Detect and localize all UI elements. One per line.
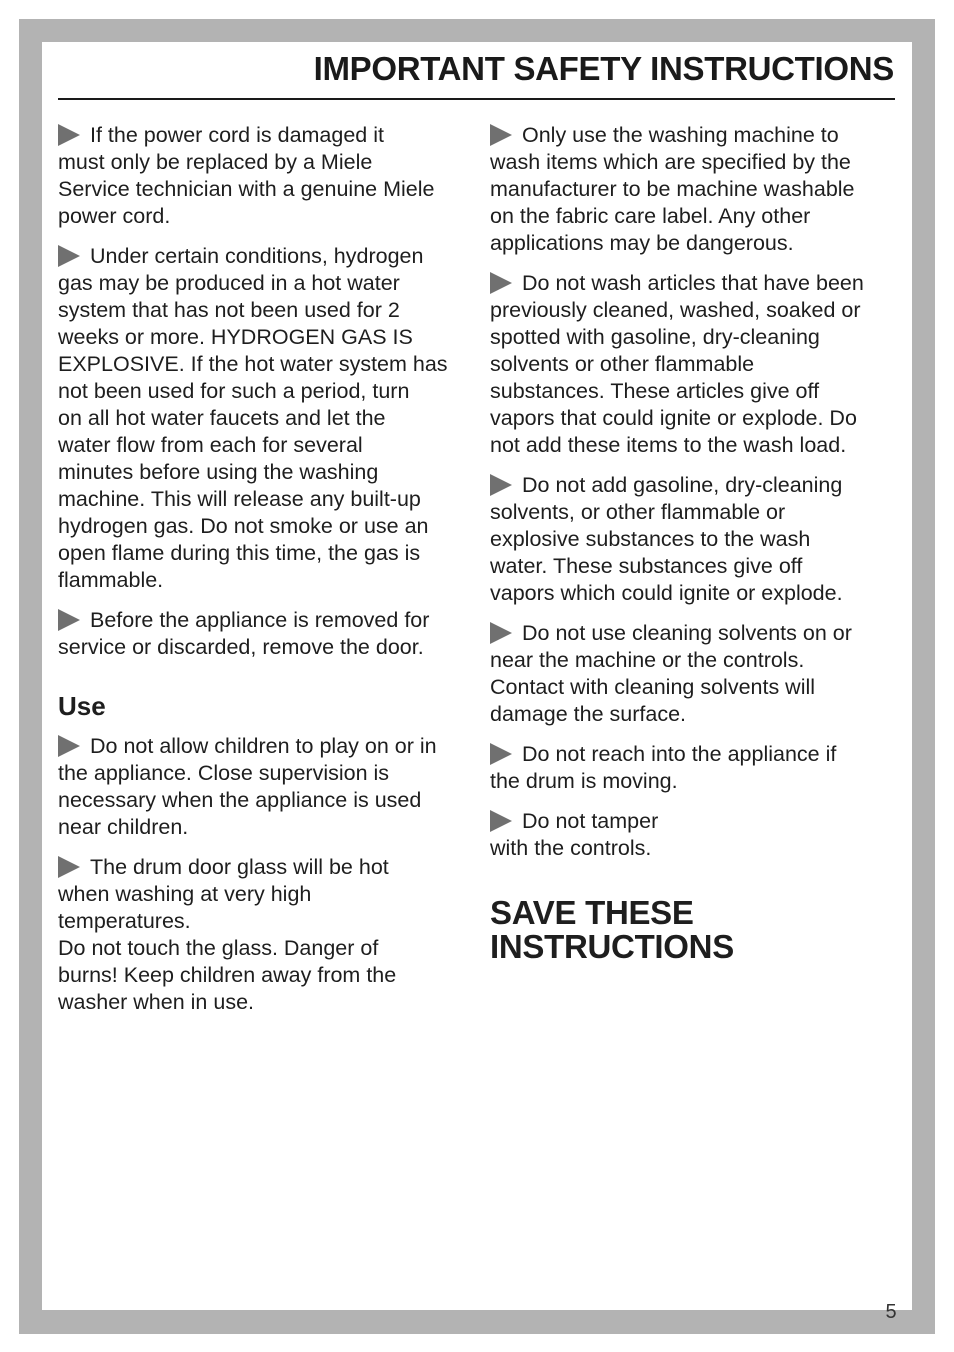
safety-item: Do not allow children to play on or in the appliance. Close supervision is necessary when the appliance is used near children.	[58, 734, 437, 839]
left-column	[58, 122, 468, 1029]
safety-item: Under certain conditions, hydrogen gas may be produced in a hot water system that has not been used for 2 weeks or more. HYDROGEN GAS IS EXPLOSIVE. If the hot water system has not been used for such a period, turn on all hot water faucets and let the water flow from each for several minutes before using the washing machine. This will release any built-up hydrogen gas. Do not smoke or use an open flame during this time, the gas is flammable.	[58, 244, 448, 592]
triangle-arrow-icon	[490, 743, 512, 765]
safety-item: Do not tamper with the controls.	[490, 809, 659, 860]
save-instructions-heading: SAVE THESE INSTRUCTIONS	[490, 894, 734, 965]
safety-item: Do not wash articles that have been previously cleaned, washed, soaked or spotted with gasoline, dry-cleaning solvents or other flammable substances. These articles give off vapors that could ignite or explode. Do not add these items to the wash load.	[490, 271, 864, 457]
triangle-arrow-icon	[490, 474, 512, 496]
triangle-arrow-icon	[58, 245, 80, 267]
safety-item: Do not use cleaning solvents on or near the machine or the controls. Contact with cleaning solvents will damage the surface.	[490, 621, 852, 726]
page-title: IMPORTANT SAFETY INSTRUCTIONS	[313, 50, 894, 87]
triangle-arrow-icon	[490, 622, 512, 644]
header-divider	[58, 98, 895, 100]
triangle-arrow-icon	[58, 735, 80, 757]
triangle-arrow-icon	[490, 124, 512, 146]
triangle-arrow-icon	[58, 124, 80, 146]
safety-item: If the power cord is damaged it must only be replaced by a Miele Service technician with a genuine Miele power cord.	[58, 123, 435, 228]
right-column	[490, 122, 900, 964]
triangle-arrow-icon	[58, 609, 80, 631]
section-heading-use: Use	[58, 691, 106, 721]
triangle-arrow-icon	[490, 810, 512, 832]
triangle-arrow-icon	[490, 272, 512, 294]
safety-item: Before the appliance is removed for service or discarded, remove the door.	[58, 608, 430, 659]
safety-item: Do not add gasoline, dry-cleaning solvents, or other flammable or explosive substances to the wash water. These substances give off vapors which could ignite or explode.	[490, 473, 843, 605]
safety-item: Do not reach into the appliance if the drum is moving.	[490, 742, 837, 793]
safety-item: The drum door glass will be hot when washing at very high temperatures. Do not touch the glass. Danger of burns! Keep children away from the washer when in use.	[58, 855, 397, 1014]
triangle-arrow-icon	[58, 856, 80, 878]
safety-item: Only use the washing machine to wash items which are specified by the manufacturer to be machine washable on the fabric care label. Any other applications may be dangerous.	[490, 123, 855, 255]
page-number: 5	[885, 1301, 897, 1323]
